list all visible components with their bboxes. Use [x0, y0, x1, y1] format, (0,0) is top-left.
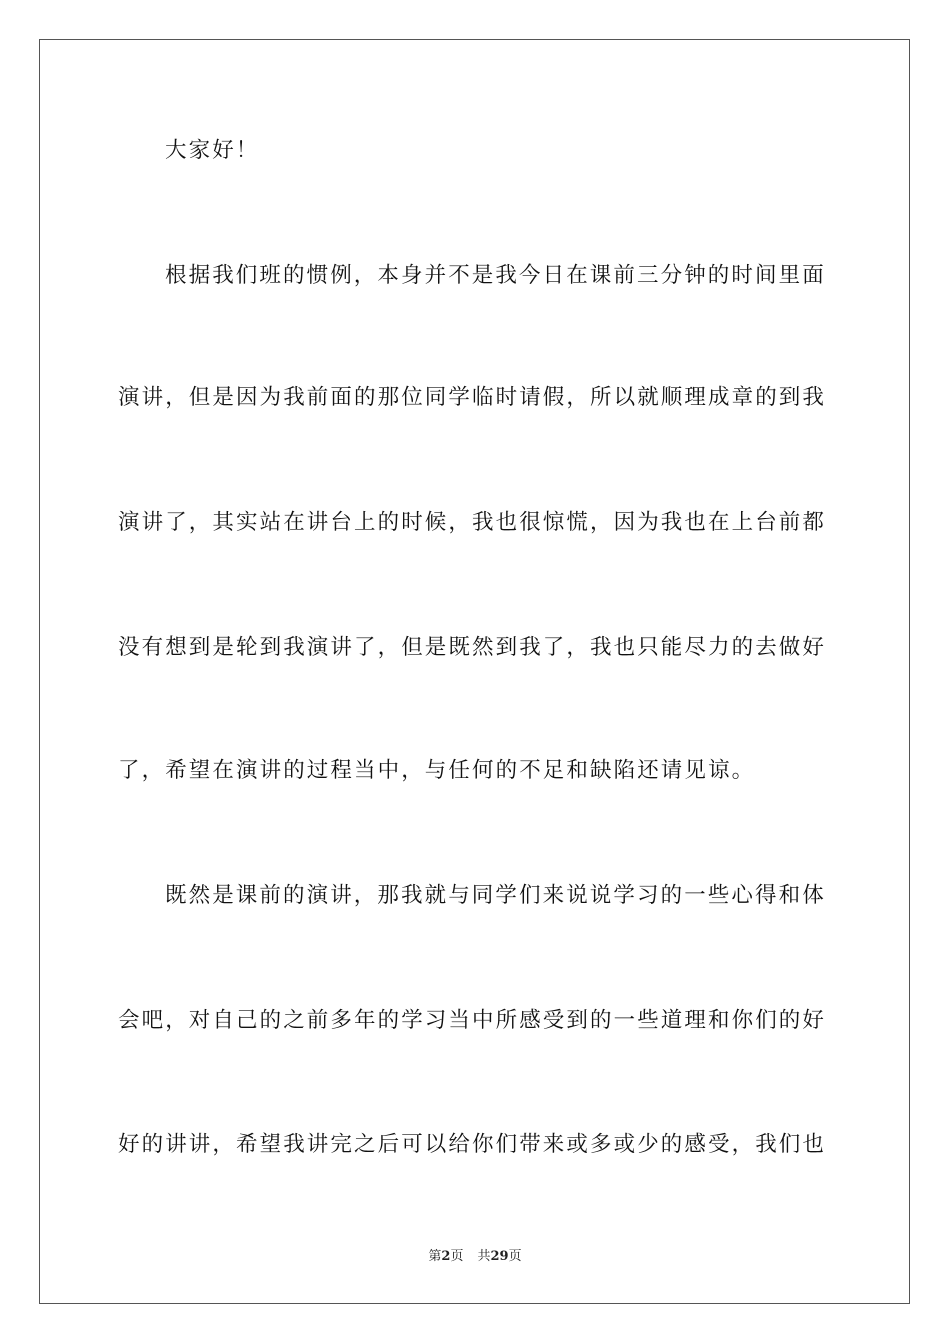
- paragraph-1-line-5: 了，希望在演讲的过程当中，与任何的不足和缺陷还请见谅。: [118, 758, 756, 783]
- paragraph-1-line-3: 演讲了，其实站在讲台上的时候，我也很惊慌，因为我也在上台前都: [118, 510, 827, 535]
- footer-page-number: 2: [441, 1249, 451, 1264]
- page-frame: [39, 39, 910, 1304]
- paragraph-1-line-2: 演讲，但是因为我前面的那位同学临时请假，所以就顺理成章的到我: [118, 385, 827, 410]
- paragraph-2-line-1: 既然是课前的演讲，那我就与同学们来说说学习的一些心得和体: [165, 883, 826, 908]
- paragraph-1-line-1: 根据我们班的惯例，本身并不是我今日在课前三分钟的时间里面: [165, 263, 826, 288]
- greeting-line: 大家好！: [165, 138, 260, 163]
- paragraph-2-line-3: 好的讲讲，希望我讲完之后可以给你们带来或多或少的感受，我们也: [118, 1132, 827, 1157]
- footer-total-suffix: 页: [508, 1249, 522, 1264]
- page-footer: [0, 1248, 950, 1266]
- footer-total-prefix: 共: [477, 1249, 491, 1264]
- paragraph-1-line-4: 没有想到是轮到我演讲了，但是既然到我了，我也只能尽力的去做好: [118, 635, 827, 660]
- footer-page-prefix: 第: [428, 1249, 442, 1264]
- footer-page-suffix: 页: [450, 1249, 464, 1264]
- paragraph-2-line-2: 会吧，对自己的之前多年的学习当中所感受到的一些道理和你们的好: [118, 1008, 827, 1033]
- footer-total-pages: 29: [490, 1249, 509, 1264]
